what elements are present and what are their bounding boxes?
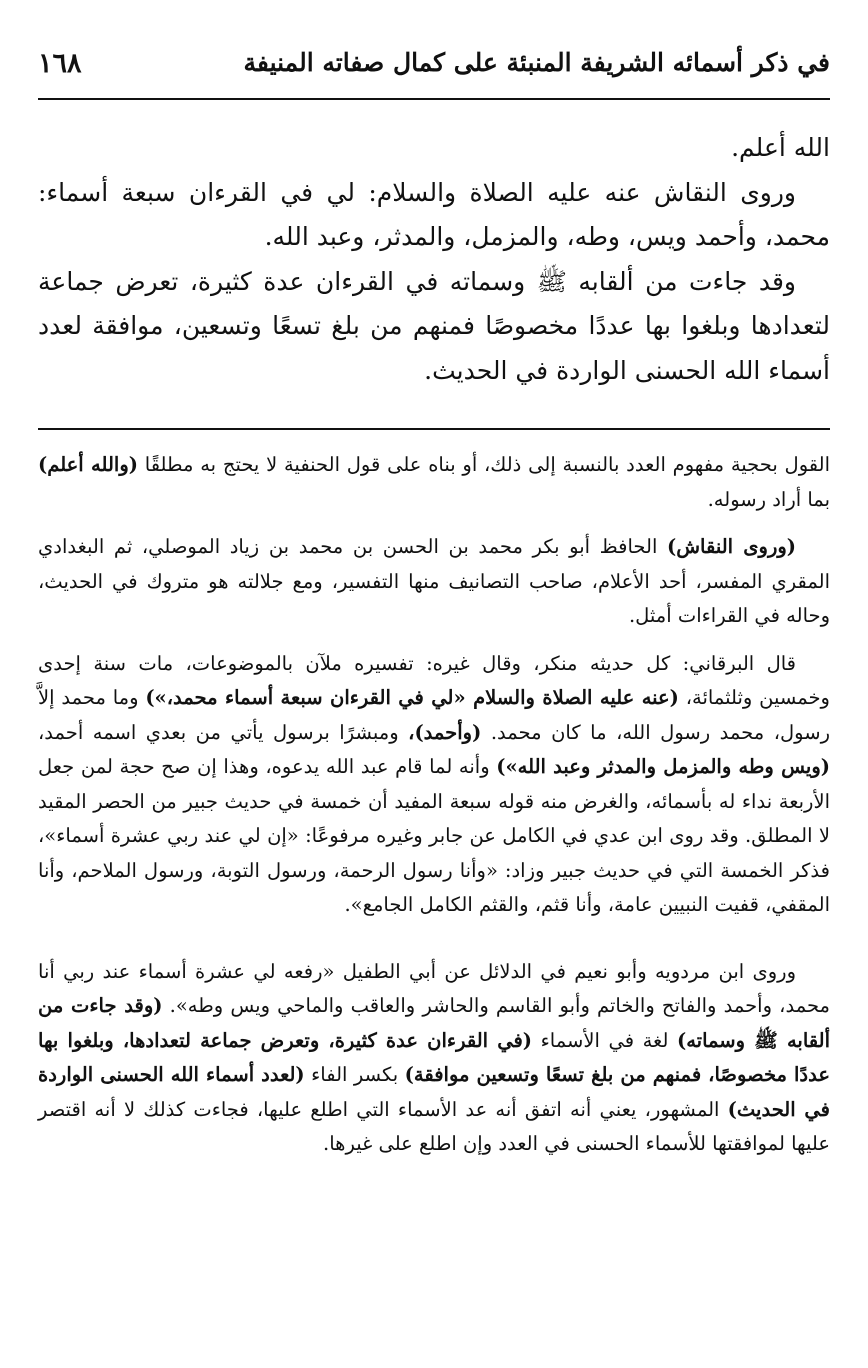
commentary-quote: (ويس وطه والمزمل والمدثر وعبد الله») <box>496 755 830 778</box>
main-paragraph-1: الله أعلم. <box>731 133 830 162</box>
commentary-quote: (والله أعلم) <box>38 453 138 476</box>
commentary-quote: (وقد جاءت من ألقابه ﷺ وسماته) <box>38 994 830 1052</box>
commentary-text-span: الحافظ أبو بكر محمد بن الحسن بن محمد بن زياد الموصلي، ثم البغدادي المقري المفسر، أحد الأعلام، صاحب التصانيف منها التفسير، ومع جلالته هو متروك في الحديث، وحاله في القراءات أمثل. <box>38 535 830 627</box>
commentary-quote: (وأحمد)، <box>408 720 482 744</box>
commentary-paragraph-4 <box>38 955 830 1162</box>
main-paragraph-3: وقد جاءت من ألقابه ﷺ وسماته في القرءان عدة كثيرة، تعرض جماعة لتعدادها وبلغوا بها عددًا مخصوصًا فمنهم من بلغ تسعًا وتسعين، موافقة لعدد أسماء الله الحسنى الواردة في الحديث. <box>38 266 830 385</box>
commentary-text-span: بما أراد رسوله. <box>707 487 830 511</box>
commentary-quote: (وروى النقاش) <box>666 535 797 558</box>
main-paragraph-2: وروى النقاش عنه عليه الصلاة والسلام: لي في القرءان سبعة أسماء: محمد، وأحمد ويس، وطه، والمزمل، والمدثر، وعبد الله. <box>38 177 830 251</box>
commentary-paragraph-2 <box>38 530 830 634</box>
commentary-quote: (لعدد أسماء الله الحسنى الواردة في الحديث) <box>38 1063 830 1121</box>
commentary-text-span: القول بحجية مفهوم العدد بالنسبة إلى ذلك، أو بناه على قول الحنفية لا يحتج به مطلقًا <box>144 453 830 476</box>
commentary-text-span: وروى ابن مردويه وأبو نعيم في الدلائل عن أبي الطفيل «رفعه لي عشرة أسماء عند ربي أنا محمد، وأحمد والفاتح والخاتم وأبو القاسم والحاشر والعاقب والماحي ويس وطه». <box>38 959 830 1017</box>
commentary-quote: (عنه عليه الصلاة والسلام «لي في القرءان سبعة أسماء محمد،») <box>145 686 679 709</box>
running-title: في ذكر أسمائه الشريفة المنبئة على كمال صفاته المنيفة <box>243 48 830 77</box>
footnote-divider <box>38 428 830 430</box>
page-number: ١٦٨ <box>38 48 82 79</box>
commentary-paragraph-1 <box>38 448 830 517</box>
commentary-text-span: قال البرقاني: كل حديثه منكر، وقال غيره: تفسيره ملآن بالموضوعات، مات سنة إحدى وخمسين وثلثمائة، <box>38 651 830 709</box>
commentary-text-span: وما محمد إلاَّ رسول، محمد رسول الله، ما كان محمد. <box>38 686 831 744</box>
commentary-quote: (في القرءان عدة كثيرة، وتعرض جماعة لتعدادها، وبلغوا بها عددًا مخصوصًا، فمنهم من بلغ تسعًا وتسعين موافقة) <box>38 1028 830 1086</box>
commentary-text-span: لغة في الأسماء <box>540 1028 669 1052</box>
page-header <box>38 40 830 100</box>
commentary-paragraph-3 <box>38 647 830 923</box>
main-text <box>38 126 830 393</box>
commentary-text-span: المشهور، يعني أنه اتفق أنه عد الأسماء التي اطلع عليها، فجاءت كذلك لا أنه اقتصر عليها لموافقتها للأسماء الحسنى في العدد وإن اطلع على غيرها. <box>38 1097 830 1155</box>
commentary-text-span: وأنه لما قام عبد الله يدعوه، وهذا إن صح حجة لمن جعل الأربعة نداء له بأسمائه، والغرض منه قوله سبعة المفيد أن خمسة في حديث جبير من الحصر المقيد لا المطلق. وقد روى ابن عدي في الكامل عن جابر وغيره مرفوعًا: «إن لي عند ربي عشرة أسماء»، فذكر الخمسة التي في حديث جبير وزاد: «وأنا رسول الرحمة، ورسول التوبة، ورسول الملاحم، وأنا المقفي، قفيت النبيين عامة، وأنا قثم، والقثم الكامل الجامع». <box>38 755 830 916</box>
commentary-text-span: ومبشرًا برسول يأتي من بعدي اسمه أحمد، <box>38 720 399 744</box>
commentary-text-span: بكسر الفاء <box>311 1063 399 1086</box>
commentary-text <box>38 448 830 1162</box>
